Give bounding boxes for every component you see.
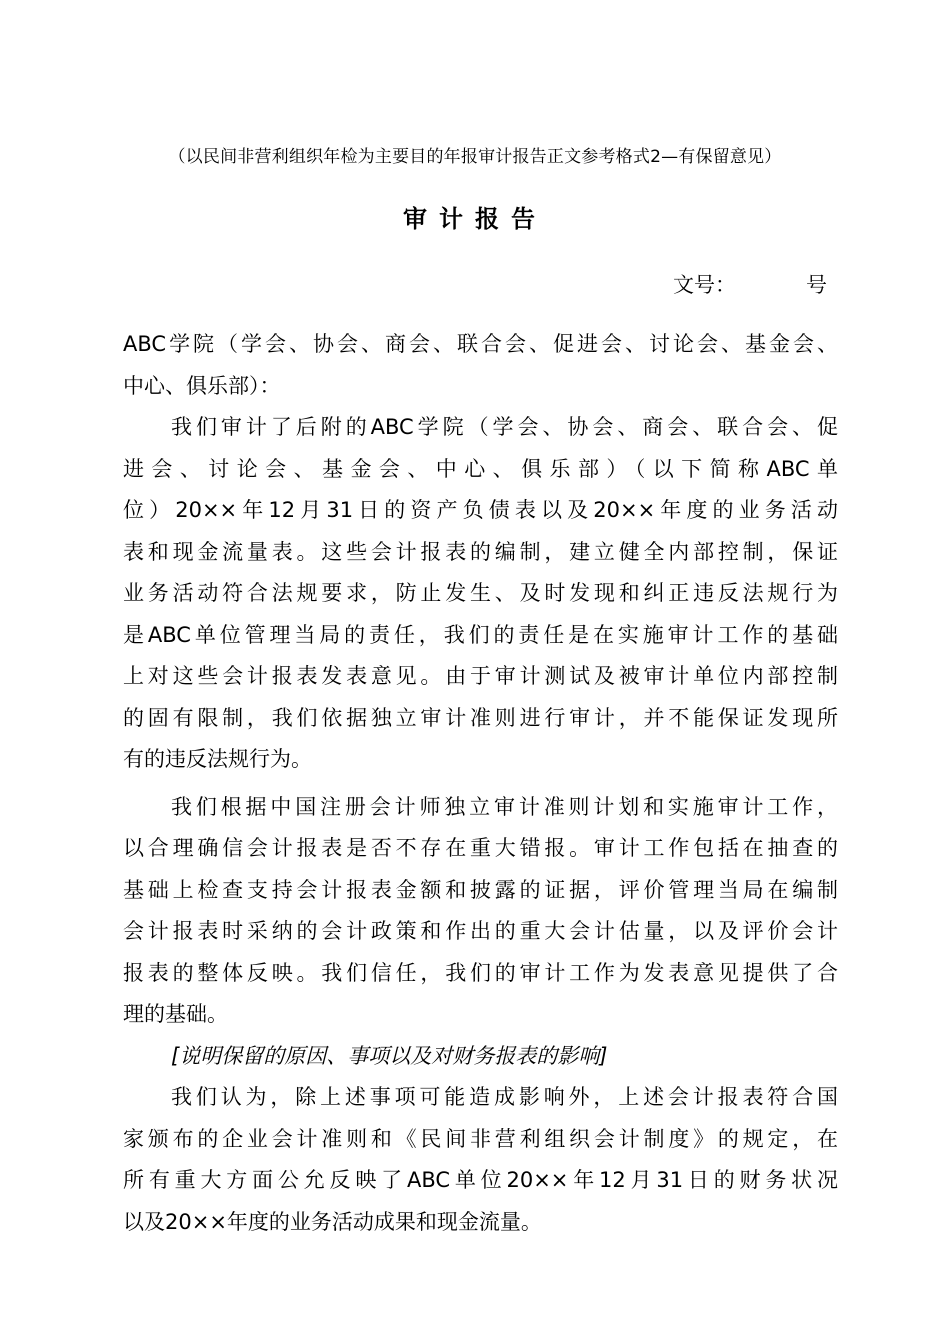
document-number-suffix: 号 <box>806 273 827 297</box>
paragraph-line: 有的违反法规行为。 <box>123 747 312 771</box>
paragraph-line: 以及20××年度的业务活动成果和现金流量。 <box>123 1209 542 1234</box>
paragraph-line: 所有重大方面公允反映了ABC单位20××年12月31日的财务状况 <box>123 1168 838 1192</box>
paragraph-line: 我们根据中国注册会计师独立审计准则计划和实施审计工作， <box>171 794 838 819</box>
qualification-note: [说明保留的原因、事项以及对财务报表的影响] <box>171 1043 608 1068</box>
paragraph-line: 表和现金流量表。这些会计报表的编制，建立健全内部控制，保证 <box>123 539 838 564</box>
report-body <box>123 324 838 1243</box>
paragraph-line: 业务活动符合法规要求，防止发生、及时发现和纠正违反法规行为 <box>123 581 838 605</box>
paragraph-scope <box>123 407 838 781</box>
paragraph-line: 理的基础。 <box>123 1002 228 1026</box>
paragraph-line: 位）20××年12月31日的资产负债表以及20××年度的业务活动 <box>123 498 838 522</box>
paragraph-line: 报表的整体反映。我们信任，我们的审计工作为发表意见提供了合 <box>123 960 838 985</box>
paragraph-line: 会计报表时采纳的会计政策和作出的重大会计估量，以及评价会计 <box>123 919 838 943</box>
paragraph-line: 我们认为，除上述事项可能造成影响外，上述会计报表符合国 <box>171 1085 838 1109</box>
paragraph-opinion <box>123 1077 838 1243</box>
paragraph-line: 是ABC单位管理当局的责任，我们的责任是在实施审计工作的基础 <box>123 622 838 647</box>
paragraph-line: 家颁布的企业会计准则和《民间非营利组织会计制度》的规定，在 <box>123 1126 838 1151</box>
paragraph-line: 基础上检查支持会计报表金额和披露的证据，评价管理当局在编制 <box>123 877 838 902</box>
paragraph-line: 上对这些会计报表发表意见。由于审计测试及被审计单位内部控制 <box>123 664 838 688</box>
paragraph-line: 的固有限制，我们依据独立审计准则进行审计，并不能保证发现所 <box>123 705 838 730</box>
paragraph-procedures <box>123 787 838 1036</box>
paragraph-line: 我们审计了后附的ABC学院（学会、协会、商会、联合会、促 <box>171 415 838 439</box>
paragraph-line: 以合理确信会计报表是否不存在重大错报。审计工作包括在抽查的 <box>123 836 838 860</box>
addressee-line: ABC学院（学会、协会、商会、联合会、促进会、讨论会、基金会、 <box>123 332 838 356</box>
addressee <box>123 324 838 407</box>
document-number <box>673 270 827 300</box>
document-number-label: 文号： <box>673 273 736 297</box>
report-title: 审计报告 <box>403 205 547 233</box>
addressee-line: 中心、俱乐部）： <box>123 373 281 398</box>
report-format-subtitle: （以民间非营利组织年检为主要目的年报审计报告正文参考格式2—有保留意见） <box>168 147 782 167</box>
paragraph-line: 进会、讨论会、基金会、中心、俱乐部）（以下简称ABC单 <box>123 456 838 481</box>
